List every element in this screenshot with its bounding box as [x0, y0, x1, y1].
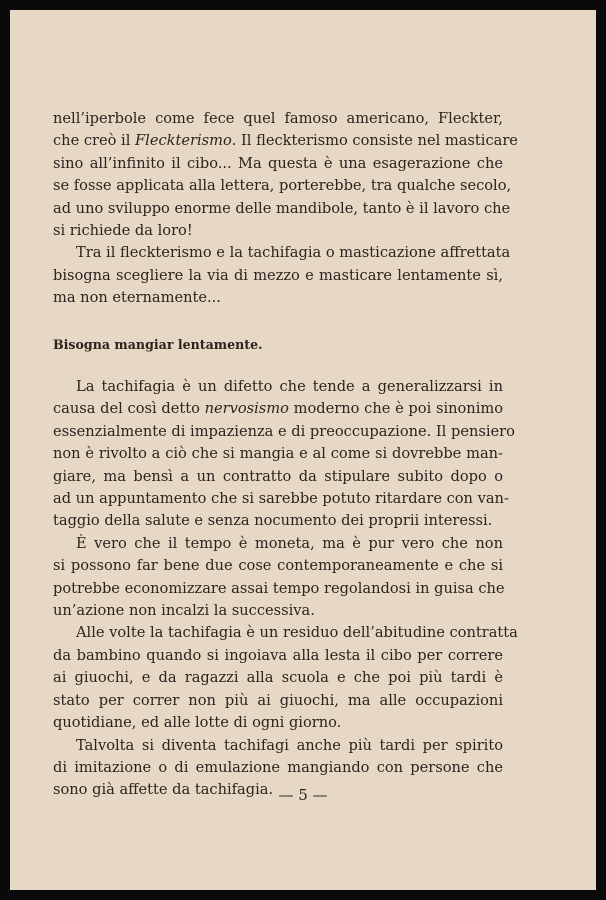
text-line: taggio della salute e senza nocumento dei proprii interessi. — [53, 512, 493, 530]
text-line: di imitazione o di emulazione mangiando con persone che — [53, 758, 503, 776]
paragraph — [53, 622, 518, 734]
text-line: ai giuochi, e da ragazzi alla scuola e che poi più tardi è — [53, 669, 503, 687]
italic-term: Fleckterismo — [135, 132, 232, 150]
italic-term: nervosismo — [204, 400, 289, 418]
text-line: si richiede da loro! — [53, 222, 193, 240]
text-line: non è rivolto a ciò che si mangia e al come si dovrebbe man- — [53, 445, 503, 463]
text-line: da bambino quando si ingoiava alla lesta il cibo per correre — [53, 646, 503, 664]
text-line: Alle volte la tachifagia è un residuo dell’abitudine contratta — [76, 624, 518, 642]
text-line: causa del così detto nervosismo moderno che è poi sinonimo — [53, 400, 503, 418]
text-line: giare, ma bensì a un contratto da stipulare subito dopo o — [53, 467, 503, 485]
text-line: La tachifagia è un difetto che tende a generalizzarsi in — [76, 378, 503, 395]
text-line: si possono far bene due cose contemporaneamente e che si — [53, 557, 503, 575]
text-line: sono già affette da tachifagia. — [53, 781, 274, 799]
text-line: ad un appuntamento che si sarebbe potuto ritardare con van- — [53, 490, 509, 508]
text-line: ma non eternamente... — [53, 289, 221, 307]
page-number: — 5 — — [278, 786, 328, 804]
text-line: potrebbe economizzare assai tempo regolandosi in guisa che — [53, 579, 505, 597]
text-block-bottom — [53, 376, 518, 802]
text-line: se fosse applicata alla lettera, porterebbe, tra qualche secolo, — [53, 177, 512, 195]
book-page — [10, 10, 596, 890]
text-line: nell’iperbole come fece quel famoso americano, Fleckter, — [53, 110, 503, 127]
text-line: sino all’infinito il cibo... Ma questa è una esagerazione che — [53, 154, 503, 172]
paragraph — [53, 533, 503, 623]
text-line: Talvolta si diventa tachifagi anche più tardi per spirito — [76, 736, 503, 754]
text-line: che creò il Fleckterismo. Il fleckterismo consiste nel masticare — [53, 132, 518, 150]
text-line: un’azione non incalzi la successiva. — [53, 602, 315, 620]
text-line: essenzialmente di impazienza e di preoccupazione. Il pensiero — [53, 422, 515, 440]
text-line: È vero che il tempo è moneta, ma è pur vero che non — [76, 534, 503, 552]
text-line: Tra il fleckterismo e la tachifagia o masticazione affrettata — [76, 244, 511, 262]
text-block-top — [53, 108, 518, 310]
text-line: stato per correr non più ai giuochi, ma alle occupazioni — [53, 691, 503, 709]
paragraph — [53, 376, 515, 533]
paragraph-intro — [53, 108, 518, 242]
text-line: ad uno sviluppo enorme delle mandibole, tanto è il lavoro che — [53, 199, 511, 217]
text-line: quotidiane, ed alle lotte di ogni giorno. — [53, 714, 342, 732]
paragraph — [53, 242, 511, 309]
section-heading: Bisogna mangiar lentamente. — [53, 337, 263, 352]
text-line: bisogna scegliere la via di mezzo e masticare lentamente sì, — [53, 266, 503, 284]
